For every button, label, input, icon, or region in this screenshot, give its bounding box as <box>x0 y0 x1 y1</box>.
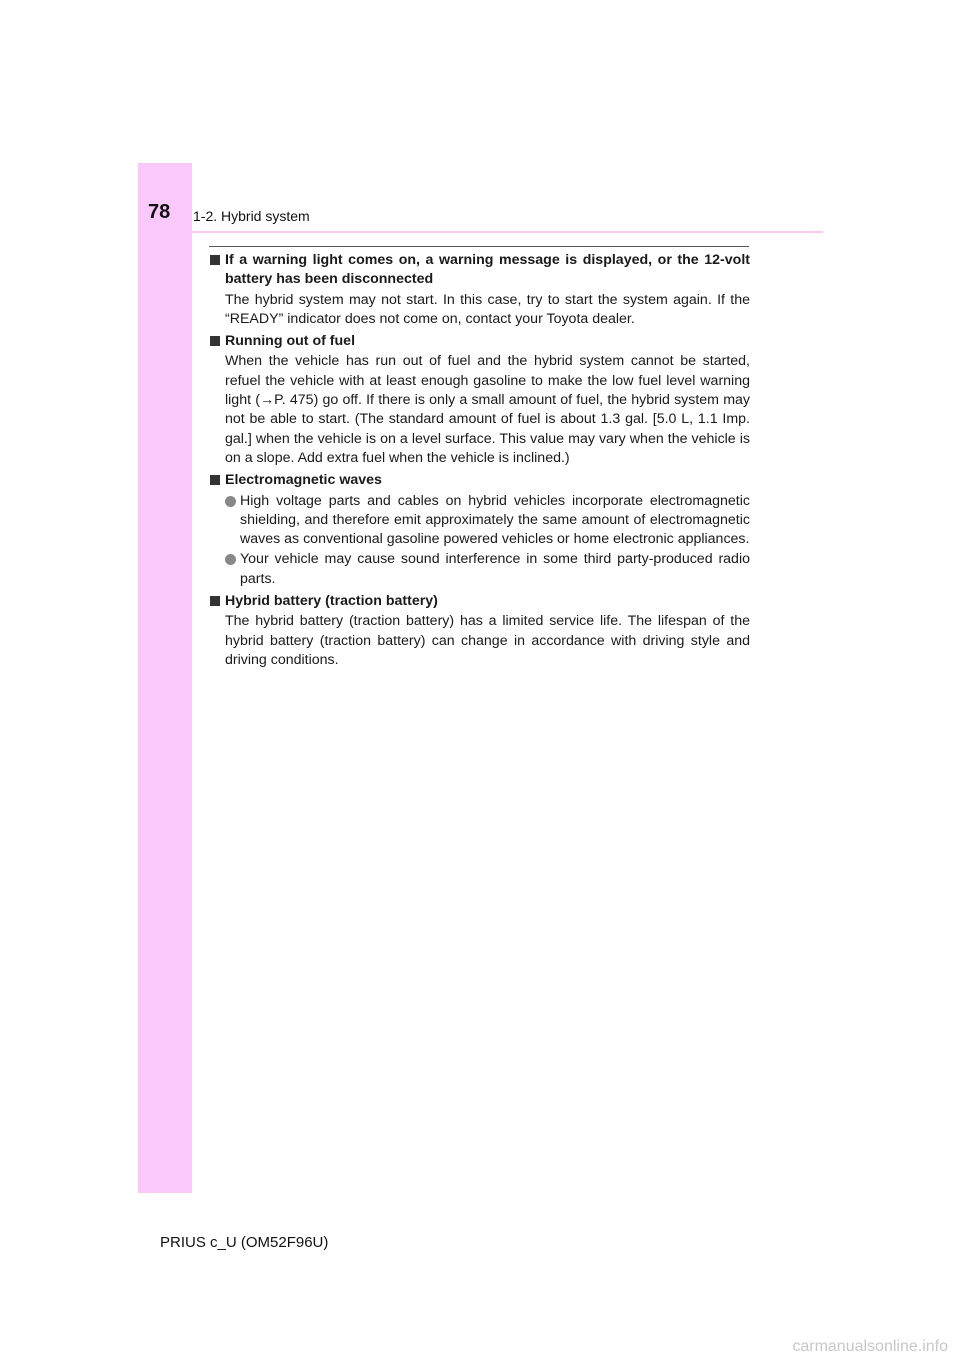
circle-bullet-icon <box>225 554 236 565</box>
section-heading: If a warning light comes on, a warning message is displayed, or the 12-volt battery has been disconnected <box>225 252 750 288</box>
footer-model-code: PRIUS c_U (OM52F96U) <box>160 1234 329 1251</box>
section-body: The hybrid battery (traction battery) has a limited service life. The lifespan of the hybrid battery (traction battery) can change in accordance with driving style and driving conditions. <box>225 613 750 668</box>
circle-bullet-icon <box>225 496 236 507</box>
section-heading: Electromagnetic waves <box>225 472 382 489</box>
section-hybrid-battery <box>210 592 750 670</box>
pink-sidebar <box>138 163 192 1193</box>
section-body: The hybrid system may not start. In this case, try to start the system again. If the “READY” indicator does not come on, contact your Toyota dealer. <box>225 291 750 327</box>
square-bullet-icon <box>210 336 220 346</box>
section-heading: Hybrid battery (traction battery) <box>225 593 438 610</box>
page-content <box>210 251 750 673</box>
square-bullet-icon <box>210 475 220 485</box>
section-title: 1-2. Hybrid system <box>193 208 310 224</box>
page-number: 78 <box>148 201 171 223</box>
list-item-text: High voltage parts and cables on hybrid vehicles incorporate electromagnetic shielding, and therefore emit approximately the same amount of electromagnetic waves as conventional gasoline powered vehicles or home electronic appliances. <box>240 492 750 548</box>
list-item <box>225 492 750 550</box>
list-item <box>225 550 750 589</box>
section-electromagnetic-waves <box>210 471 750 589</box>
section-body: When the vehicle has run out of fuel and the hybrid system cannot be started, refuel the vehicle with at least enough gasoline to make the low fuel level warning light (→P. 475) go off. If there is only a small amount of fuel, the hybrid system may not be able to start. (The standard amount of fuel is about 1.3 gal. [5.0 L, 1.1 Imp. gal.] when the vehicle is on a level surface. This value may vary when the vehicle is on a slope. Add extra fuel when the vehicle is inclined.) <box>225 353 750 466</box>
section-heading: Running out of fuel <box>225 333 356 350</box>
list-item-text: Your vehicle may cause sound interference in some third party-produced radio parts. <box>240 551 750 587</box>
header-divider <box>209 246 749 247</box>
square-bullet-icon <box>210 596 220 606</box>
section-running-out-of-fuel <box>210 332 750 468</box>
section-warning-light <box>210 251 750 329</box>
watermark-text: carmanualsonline.info <box>792 1338 948 1355</box>
square-bullet-icon <box>210 255 220 265</box>
